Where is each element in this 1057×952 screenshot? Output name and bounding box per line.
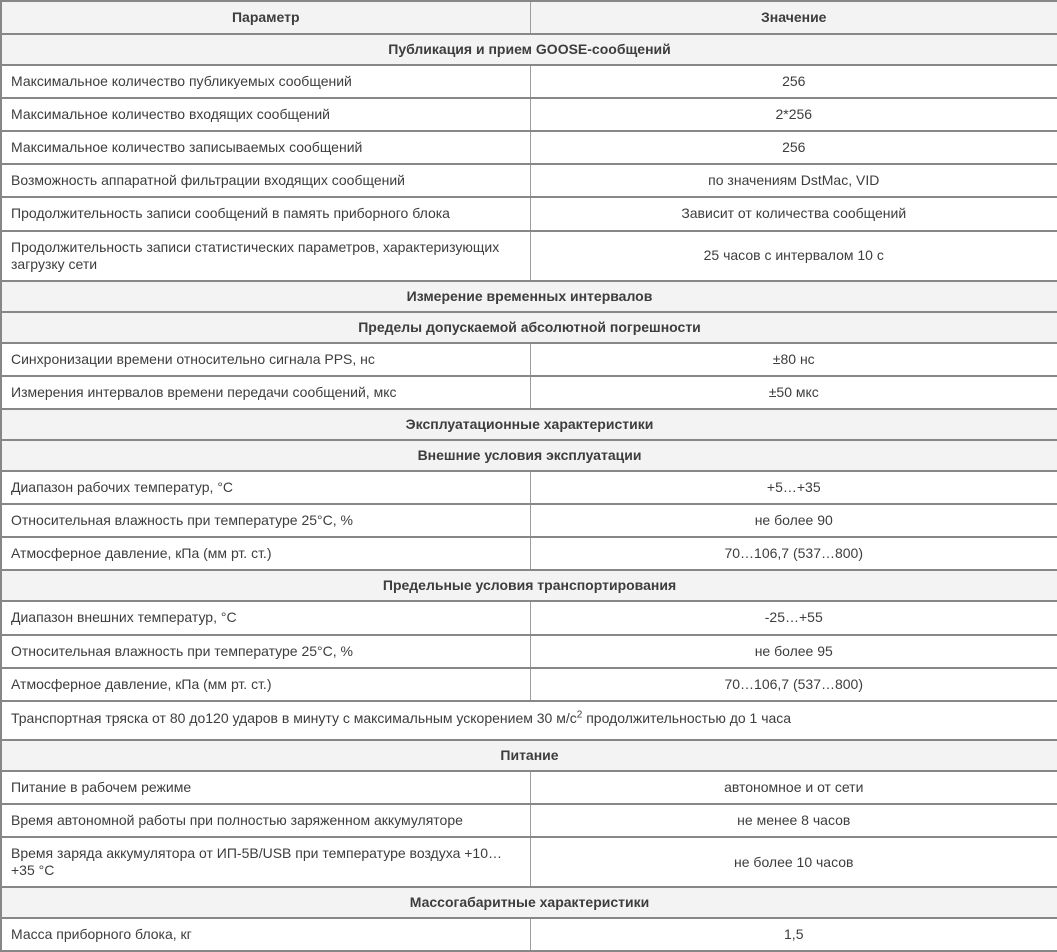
table-row	[1, 601, 1057, 634]
param-cell: Диапазон внешних температур, °С	[1, 601, 530, 634]
table-row	[1, 635, 1057, 668]
param-cell: Атмосферное давление, кПа (мм рт. ст.)	[1, 537, 530, 570]
value-cell: 256	[530, 131, 1057, 164]
param-cell: Продолжительность записи статистических параметров, характеризующих загрузку сети	[1, 231, 530, 281]
table-row	[1, 504, 1057, 537]
table-row	[1, 771, 1057, 804]
value-cell: 70…106,7 (537…800)	[530, 537, 1057, 570]
header-row	[1, 1, 1057, 34]
section-row	[1, 281, 1057, 312]
value-cell: не более 90	[530, 504, 1057, 537]
fullwidth-text: Транспортная тряска от 80 до120 ударов в минуту с максимальным ускорением 30 м/с	[11, 709, 577, 726]
value-cell: ±50 мкс	[530, 376, 1057, 409]
value-cell: не более 95	[530, 635, 1057, 668]
section-header-cell: Внешние условия эксплуатации	[1, 440, 1057, 471]
param-cell: Синхронизации времени относительно сигнала PPS, нс	[1, 343, 530, 376]
table-row	[1, 537, 1057, 570]
param-cell: Относительная влажность при температуре 25°С, %	[1, 504, 530, 537]
value-cell: по значениям DstMac, VID	[530, 164, 1057, 197]
table-body	[1, 34, 1057, 951]
section-header-cell: Измерение временных интервалов	[1, 281, 1057, 312]
value-cell: не более 10 часов	[530, 837, 1057, 887]
value-cell: автономное и от сети	[530, 771, 1057, 804]
table-row	[1, 231, 1057, 281]
section-row	[1, 312, 1057, 343]
table-row	[1, 65, 1057, 98]
section-header-cell: Массогабаритные характеристики	[1, 887, 1057, 918]
value-cell: не менее 8 часов	[530, 804, 1057, 837]
param-cell: Максимальное количество записываемых сообщений	[1, 131, 530, 164]
table-row	[1, 668, 1057, 701]
section-row	[1, 740, 1057, 771]
table-row	[1, 471, 1057, 504]
column-header-param: Параметр	[1, 1, 530, 34]
fullwidth-row	[1, 701, 1057, 740]
table-row	[1, 131, 1057, 164]
table-row	[1, 918, 1057, 951]
value-cell: 70…106,7 (537…800)	[530, 668, 1057, 701]
section-header-cell: Предельные условия транспортирования	[1, 570, 1057, 601]
section-row	[1, 570, 1057, 601]
fullwidth-cell	[1, 701, 1057, 740]
value-cell: Зависит от количества сообщений	[530, 197, 1057, 230]
value-cell: 256	[530, 65, 1057, 98]
section-header-cell: Питание	[1, 740, 1057, 771]
superscript: 2	[576, 709, 583, 721]
param-cell: Возможность аппаратной фильтрации входящих сообщений	[1, 164, 530, 197]
param-cell: Время заряда аккумулятора от ИП-5В/USB при температуре воздуха +10…+35 °С	[1, 837, 530, 887]
section-header-cell: Эксплуатационные характеристики	[1, 409, 1057, 440]
param-cell: Максимальное количество входящих сообщений	[1, 98, 530, 131]
param-cell: Продолжительность записи сообщений в память приборного блока	[1, 197, 530, 230]
param-cell: Масса приборного блока, кг	[1, 918, 530, 951]
table-row	[1, 376, 1057, 409]
table-row	[1, 343, 1057, 376]
section-header-cell: Пределы допускаемой абсолютной погрешности	[1, 312, 1057, 343]
section-row	[1, 409, 1057, 440]
param-cell: Диапазон рабочих температур, °С	[1, 471, 530, 504]
section-header-cell: Публикация и прием GOOSE-сообщений	[1, 34, 1057, 65]
section-row	[1, 887, 1057, 918]
param-cell: Измерения интервалов времени передачи сообщений, мкс	[1, 376, 530, 409]
param-cell: Максимальное количество публикуемых сообщений	[1, 65, 530, 98]
param-cell: Относительная влажность при температуре 25°С, %	[1, 635, 530, 668]
fullwidth-text-after: продолжительностью до 1 часа	[582, 709, 792, 726]
table-row	[1, 197, 1057, 230]
value-cell: ±80 нс	[530, 343, 1057, 376]
section-row	[1, 34, 1057, 65]
table-row	[1, 837, 1057, 887]
value-cell: 25 часов с интервалом 10 с	[530, 231, 1057, 281]
value-cell: -25…+55	[530, 601, 1057, 634]
value-cell: 1,5	[530, 918, 1057, 951]
param-cell: Атмосферное давление, кПа (мм рт. ст.)	[1, 668, 530, 701]
table-row	[1, 164, 1057, 197]
param-cell: Питание в рабочем режиме	[1, 771, 530, 804]
value-cell: +5…+35	[530, 471, 1057, 504]
table-row	[1, 804, 1057, 837]
table-row	[1, 98, 1057, 131]
section-row	[1, 440, 1057, 471]
value-cell: 2*256	[530, 98, 1057, 131]
column-header-value: Значение	[530, 1, 1057, 34]
param-cell: Время автономной работы при полностью заряженном аккумуляторе	[1, 804, 530, 837]
table-header	[1, 1, 1057, 34]
